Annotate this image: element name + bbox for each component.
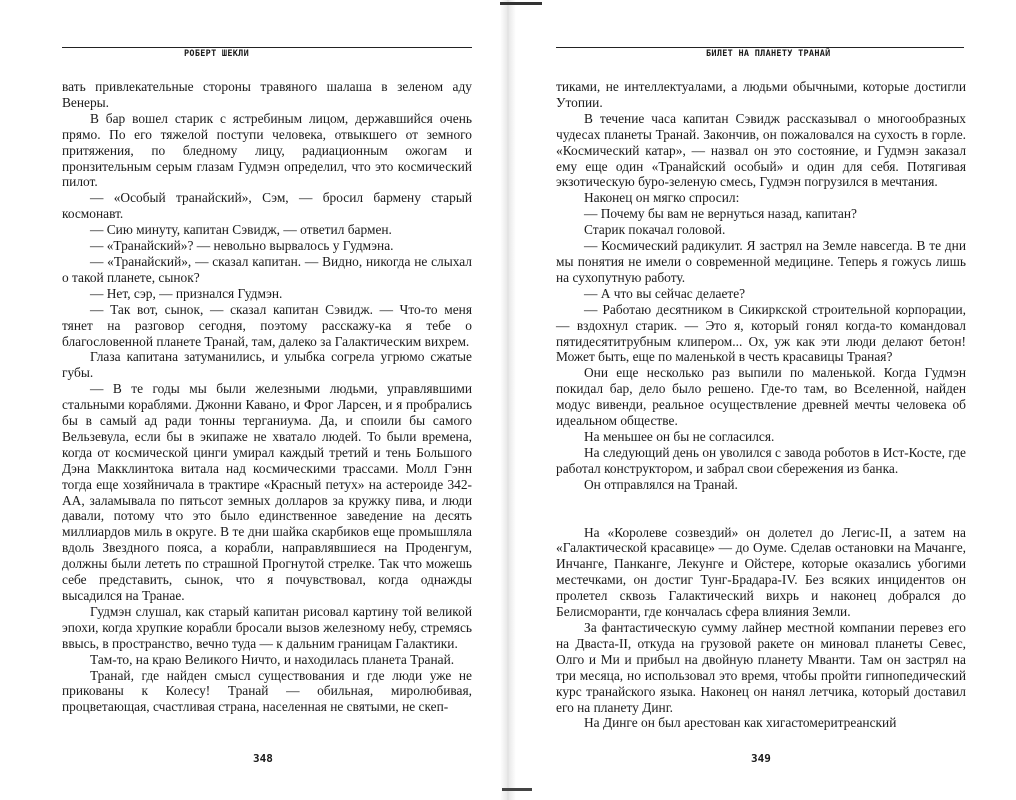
page-number-left: 348 xyxy=(253,752,273,765)
paragraph: Наконец он мягко спросил: xyxy=(584,190,740,206)
section-break xyxy=(556,493,966,525)
paragraph: Гудмэн слушал, как старый капитан рисовал картину той великой эпохи, когда хрупкие корабли бросали вызов железному небу, стремясь ввысь, в пространство, вечно туда — к дальним границам Галактики. xyxy=(62,603,472,651)
paragraph: — В те годы мы были железными людьми, управлявшими стальными кораблями. Джонни Кавано, и Фрог Ларсен, и я пробрались бы в самый ад ради тонны терганиума. Да, и споили бы самого Вельзевула, если бы в экипаже не хватало людей. То были времена, когда от космической цинги умирал каждый третий и тень Большого Дэна Макклинтока витала над космическими трассами. Молл Гэнн тогда еще хозяйничала в трактире «Красный петух» на астероиде 342-АА, заламывала по пятьсот земных долларов за кружку пива, и люди давали, потому что это было единственное заведение на десять миллиардов миль в округе. В те дни шайка скарбиков еще промышляла вдоль Звездного пояса, а корабли, направлявшиеся на Проденгум, должны были лететь по страшной Прогнутой стрелке. Так что можешь себе представить, сынок, что я почувствовал, когда однажды высадился на Транае. xyxy=(62,381,472,603)
paragraph: На следующий день он уволился с завода роботов в Ист-Косте, где работал конструктором, и забрал свои сбережения из банка. xyxy=(556,444,966,476)
paragraph: В бар вошел старик с ястребиным лицом, державшийся очень прямо. По его тяжелой поступи человека, отвыкшего от земного притяжения, по бледному лицу, радиационным ожогам и пронзительным серым глазам Гудмэн определил, что это космический пилот. xyxy=(62,110,472,190)
right-page xyxy=(508,0,1016,800)
paragraph: — Работаю десятником в Сикиркской строительной корпорации, — вздохнул старик. — Это я, который гонял когда-то командовал пятидесятитрубным клипером... Ох, уж как эти люди делают бетон! Может быть, еще по маленькой в честь красавицы Траная? xyxy=(556,301,966,365)
paragraph: — А что вы сейчас делаете? xyxy=(584,285,746,301)
paragraph: вать привлекательные стороны травяного шалаша в зеленом аду Венеры. xyxy=(62,79,472,110)
paragraph: Он отправлялся на Транай. xyxy=(584,476,738,492)
paragraph: Они еще несколько раз выпили по маленькой. Когда Гудмэн покидал бар, дело было решено. Где-то там, во Вселенной, найден модус вивенди, реальное осуществление древней мечты человека об идеальном обществе. xyxy=(556,365,966,429)
page-number-right: 349 xyxy=(751,752,771,765)
paragraph: — Нет, сэр, — признался Гудмэн. xyxy=(90,285,283,301)
paragraph: Глаза капитана затуманились, и улыбка согрела угрюмо сжатые губы. xyxy=(62,349,472,381)
header-rule xyxy=(62,47,472,48)
paragraph: — Почему бы вам не вернуться назад, капитан? xyxy=(584,206,857,222)
body-text-right xyxy=(556,79,966,731)
header-rule xyxy=(556,47,964,48)
paragraph: — «Транайский»? — невольно вырвалось у Гудмэна. xyxy=(90,238,394,254)
paragraph: — «Особый транайский», Сэм, — бросил бармену старый космонавт. xyxy=(62,190,472,222)
paragraph: — Космический радикулит. Я застрял на Земле навсегда. В те дни мы понятия не имели о современной медицине. Теперь я гожусь лишь на сухопутную работу. xyxy=(556,238,966,285)
paragraph: Транай, где найден смысл существования и где люди уже не прикованы к Колесу! Транай — обильная, миролюбивая, процветающая, счастливая страна, населенная не святыми, не скеп- xyxy=(62,667,472,715)
paragraph: — Сию минуту, капитан Сэвидж, — ответил бармен. xyxy=(90,222,392,238)
running-header-left xyxy=(62,40,472,58)
paragraph: — Так вот, сынок, — сказал капитан Сэвидж. — Что-то меня тянет на разговор сегодня, поэтому расскажу-ка я тебе о благословенной планете Транай, там, далеко за Галактическим вихрем. xyxy=(62,301,472,349)
paragraph: На Динге он был арестован как хигастомеритреанский xyxy=(584,715,897,731)
header-title: РОБЕРТ ШЕКЛИ xyxy=(184,49,250,59)
paragraph: В течение часа капитан Сэвидж рассказывал о многообразных чудесах планеты Транай. Закончив, он пожаловался на сухость в горле. «Космический катар», — назвал он это состояние, и Гудмэн заказал ему еще один «Транайский особый» и один для себя. Потягивая экзотическую буро-зеленую смесь, Гудмэн погрузился в мечтания. xyxy=(556,110,966,190)
body-text-left xyxy=(62,79,472,715)
paragraph: — «Транайский», — сказал капитан. — Видно, никогда не слыхал о такой планете, сынок? xyxy=(62,253,472,285)
paragraph: На меньшее он бы не согласился. xyxy=(584,428,775,444)
header-title: БИЛЕТ НА ПЛАНЕТУ ТРАНАЙ xyxy=(706,49,831,59)
paragraph: Старик покачал головой. xyxy=(584,222,726,238)
paragraph: тиками, не интеллектуалами, а людьми обычными, которые достигли Утопии. xyxy=(556,79,966,110)
paragraph: На «Королеве созвездий» он долетел до Легис-II, а затем на «Галактической красавице» — до Оуме. Сделав остановки на Мачанге, Инчанге, Панканге, Лекунге и Ойстере, которые оказались убогими местечками, он достиг Тунг-Брадара-IV. Без всяких инцидентов он пролетел сквозь Галактический вихрь и наконец добрался до Белисморанти, где кончалась сфера влияния Земли. xyxy=(556,524,966,620)
paragraph: Там-то, на краю Великого Ничто, и находилась планета Транай. xyxy=(90,651,455,667)
running-header-right xyxy=(556,40,964,58)
paragraph: За фантастическую сумму лайнер местной компании перевез его на Дваста-II, откуда на грузовой ракете он миновал планеты Севес, Олго и Ми и прибыл на двойную планету Мванти. Там он застрял на три месяца, но использовал это время, чтобы пройти гипнопедический курс транайского языка. Наконец он нанял летчика, который доставил его на планету Динг. xyxy=(556,620,966,715)
